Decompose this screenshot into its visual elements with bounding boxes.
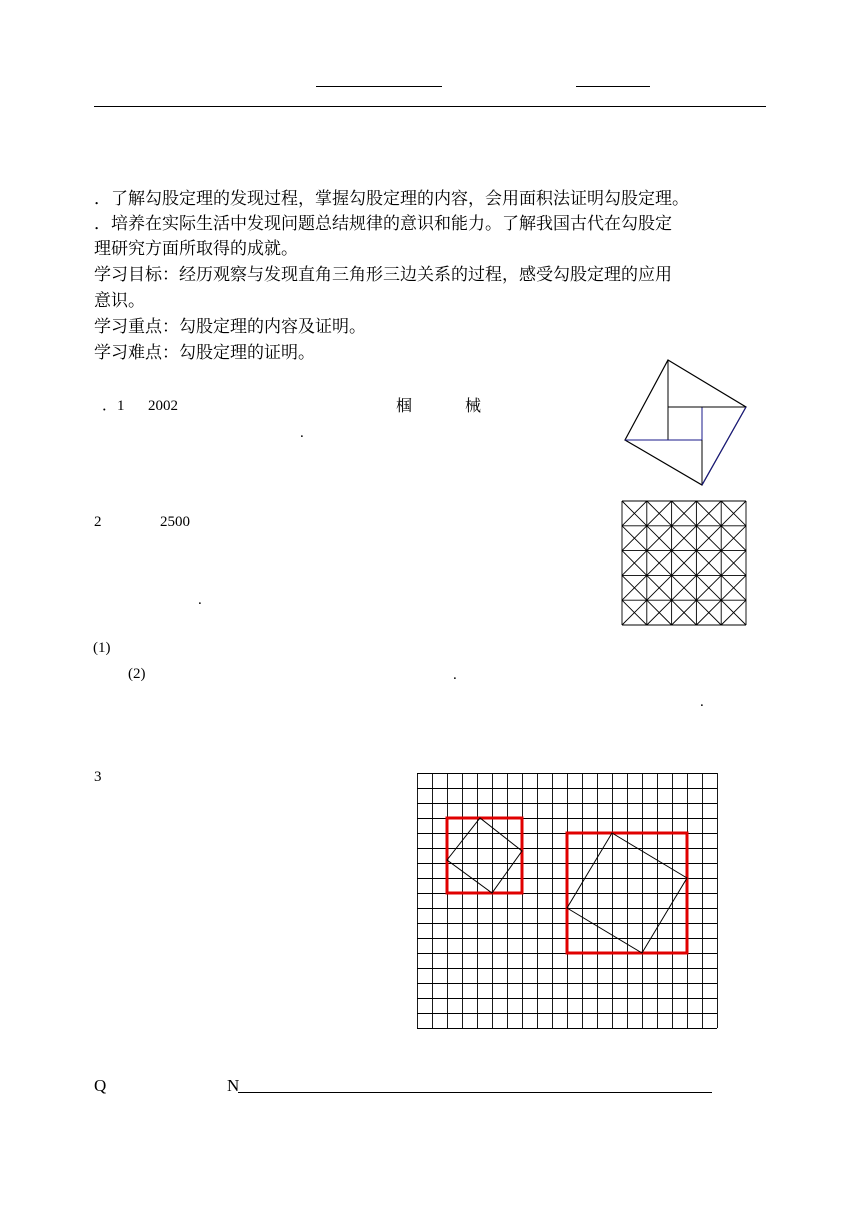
q2-sub-1: (1) [93, 640, 111, 656]
q2-number: 2 [94, 514, 102, 530]
footer-blank-line [238, 1092, 712, 1093]
learning-key-point: 学习重点：勾股定理的内容及证明。 [94, 317, 366, 337]
q2-sub-2: (2) [128, 666, 146, 682]
square-grid-figure [417, 773, 718, 1029]
header-blank-1 [316, 86, 442, 87]
footer-n: N [227, 1076, 240, 1095]
objective-2-line-2: 理研究方面所取得的成就。 [94, 239, 298, 259]
learning-goal-line-2: 意识。 [94, 291, 145, 311]
objective-2-line-1: ．培养在实际生活中发现问题总结规律的意识和能力。了解我国古代在勾股定 [94, 214, 672, 234]
q1-dot: . [300, 425, 304, 441]
header-blank-2 [576, 86, 650, 87]
q2-dot-3: . [700, 694, 704, 710]
q3-number: 3 [94, 769, 102, 785]
q2-dot: . [198, 592, 202, 608]
tiled-floor-pattern [622, 501, 746, 625]
q2-year: 2500 [160, 514, 190, 530]
q2-dot-2: . [453, 667, 457, 683]
q1-number: ．1 [102, 398, 125, 414]
footer-q: Q [94, 1076, 107, 1095]
objective-1: ．了解勾股定理的发现过程，掌握勾股定理的内容，会用面积法证明勾股定理。 [94, 189, 689, 209]
learning-goal-line-1: 学习目标：经历观察与发现直角三角形三边关系的过程，感受勾股定理的应用 [94, 265, 672, 285]
learning-difficulty: 学习难点：勾股定理的证明。 [94, 343, 315, 363]
header-rule [94, 106, 766, 107]
q1-char-1: 椢 [396, 396, 413, 415]
zhao-shuang-diagram [620, 360, 750, 490]
q1-year: 2002 [148, 398, 178, 414]
q1-char-2: 械 [465, 396, 482, 415]
